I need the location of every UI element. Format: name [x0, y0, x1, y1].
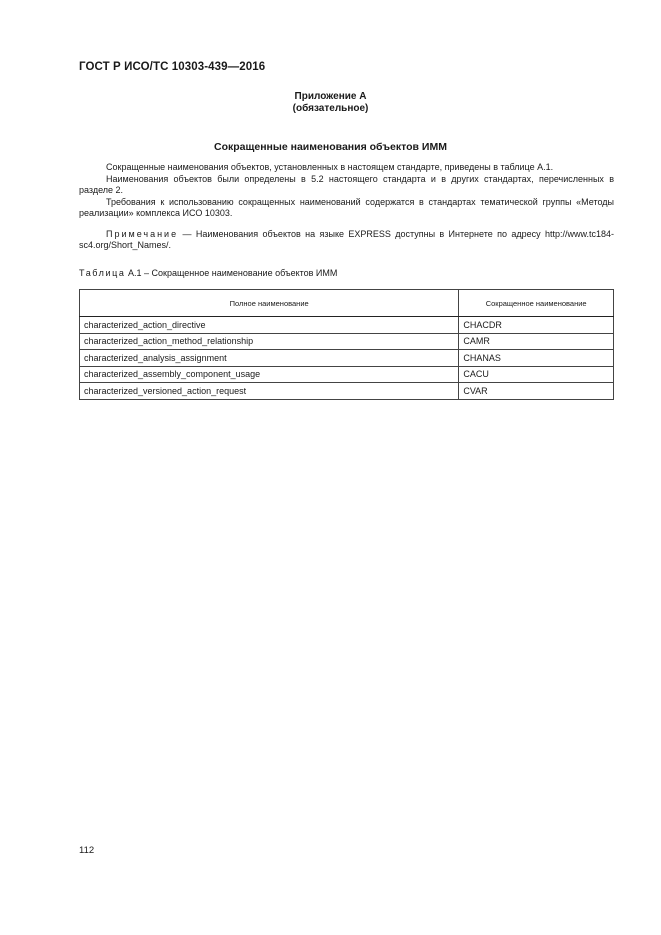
page-number: 112 — [79, 845, 95, 856]
note-dash: — — [178, 228, 196, 239]
full-name-cell: characterized_assembly_component_usage — [80, 366, 459, 383]
table-row — [80, 383, 614, 400]
paragraph: Требования к использованию сокращенных наименований содержатся в стандартах тематической группы «Методы реализации» комплекса ИСО 10303. — [79, 196, 614, 218]
standard-code-header: ГОСТ Р ИСО/ТС 10303-439—2016 — [79, 61, 266, 73]
table-caption-label: Таблица — [79, 268, 126, 278]
section-heading: Сокращенные наименования объектов ИММ — [214, 141, 447, 153]
table-caption — [79, 268, 337, 278]
appendix-title-block — [0, 91, 661, 115]
abbreviations-table — [79, 289, 614, 400]
paragraph: Наименования объектов были определены в 5.2 настоящего стандарта и в других стандартах, перечисленных в разделе 2. — [79, 173, 614, 195]
note-text: Наименования объектов на языке EXPRESS доступны в Интернете по адресу http://www.tc184-sc4.org/Short_Names/. — [79, 228, 614, 250]
note-label: Примечание — [106, 228, 179, 239]
table-caption-text: А.1 – Сокращенное наименование объектов ИММ — [125, 268, 338, 278]
column-header-short-name: Сокращенное наименование — [459, 290, 614, 317]
full-name-cell: characterized_versioned_action_request — [80, 383, 459, 400]
short-name-cell: CHANAS — [459, 350, 614, 367]
short-name-cell: CHACDR — [459, 317, 614, 334]
appendix-title: Приложение А — [294, 91, 367, 102]
appendix-subtitle: (обязательное) — [292, 103, 369, 114]
table-row — [80, 350, 614, 367]
short-name-cell: CVAR — [459, 383, 614, 400]
column-header-full-name: Полное наименование — [80, 290, 459, 317]
full-name-cell: characterized_action_directive — [80, 317, 459, 334]
table-row — [80, 317, 614, 334]
table-row — [80, 366, 614, 383]
paragraph: Сокращенные наименования объектов, установленных в настоящем стандарте, приведены в таблице А.1. — [106, 162, 554, 172]
full-name-cell: characterized_action_method_relationship — [80, 333, 459, 350]
short-name-cell: CAMR — [459, 333, 614, 350]
table-header-row — [80, 290, 614, 317]
full-name-cell: characterized_analysis_assignment — [80, 350, 459, 367]
short-name-cell: CACU — [459, 366, 614, 383]
body-text — [79, 162, 614, 252]
table-row — [80, 333, 614, 350]
note-paragraph — [79, 229, 614, 252]
